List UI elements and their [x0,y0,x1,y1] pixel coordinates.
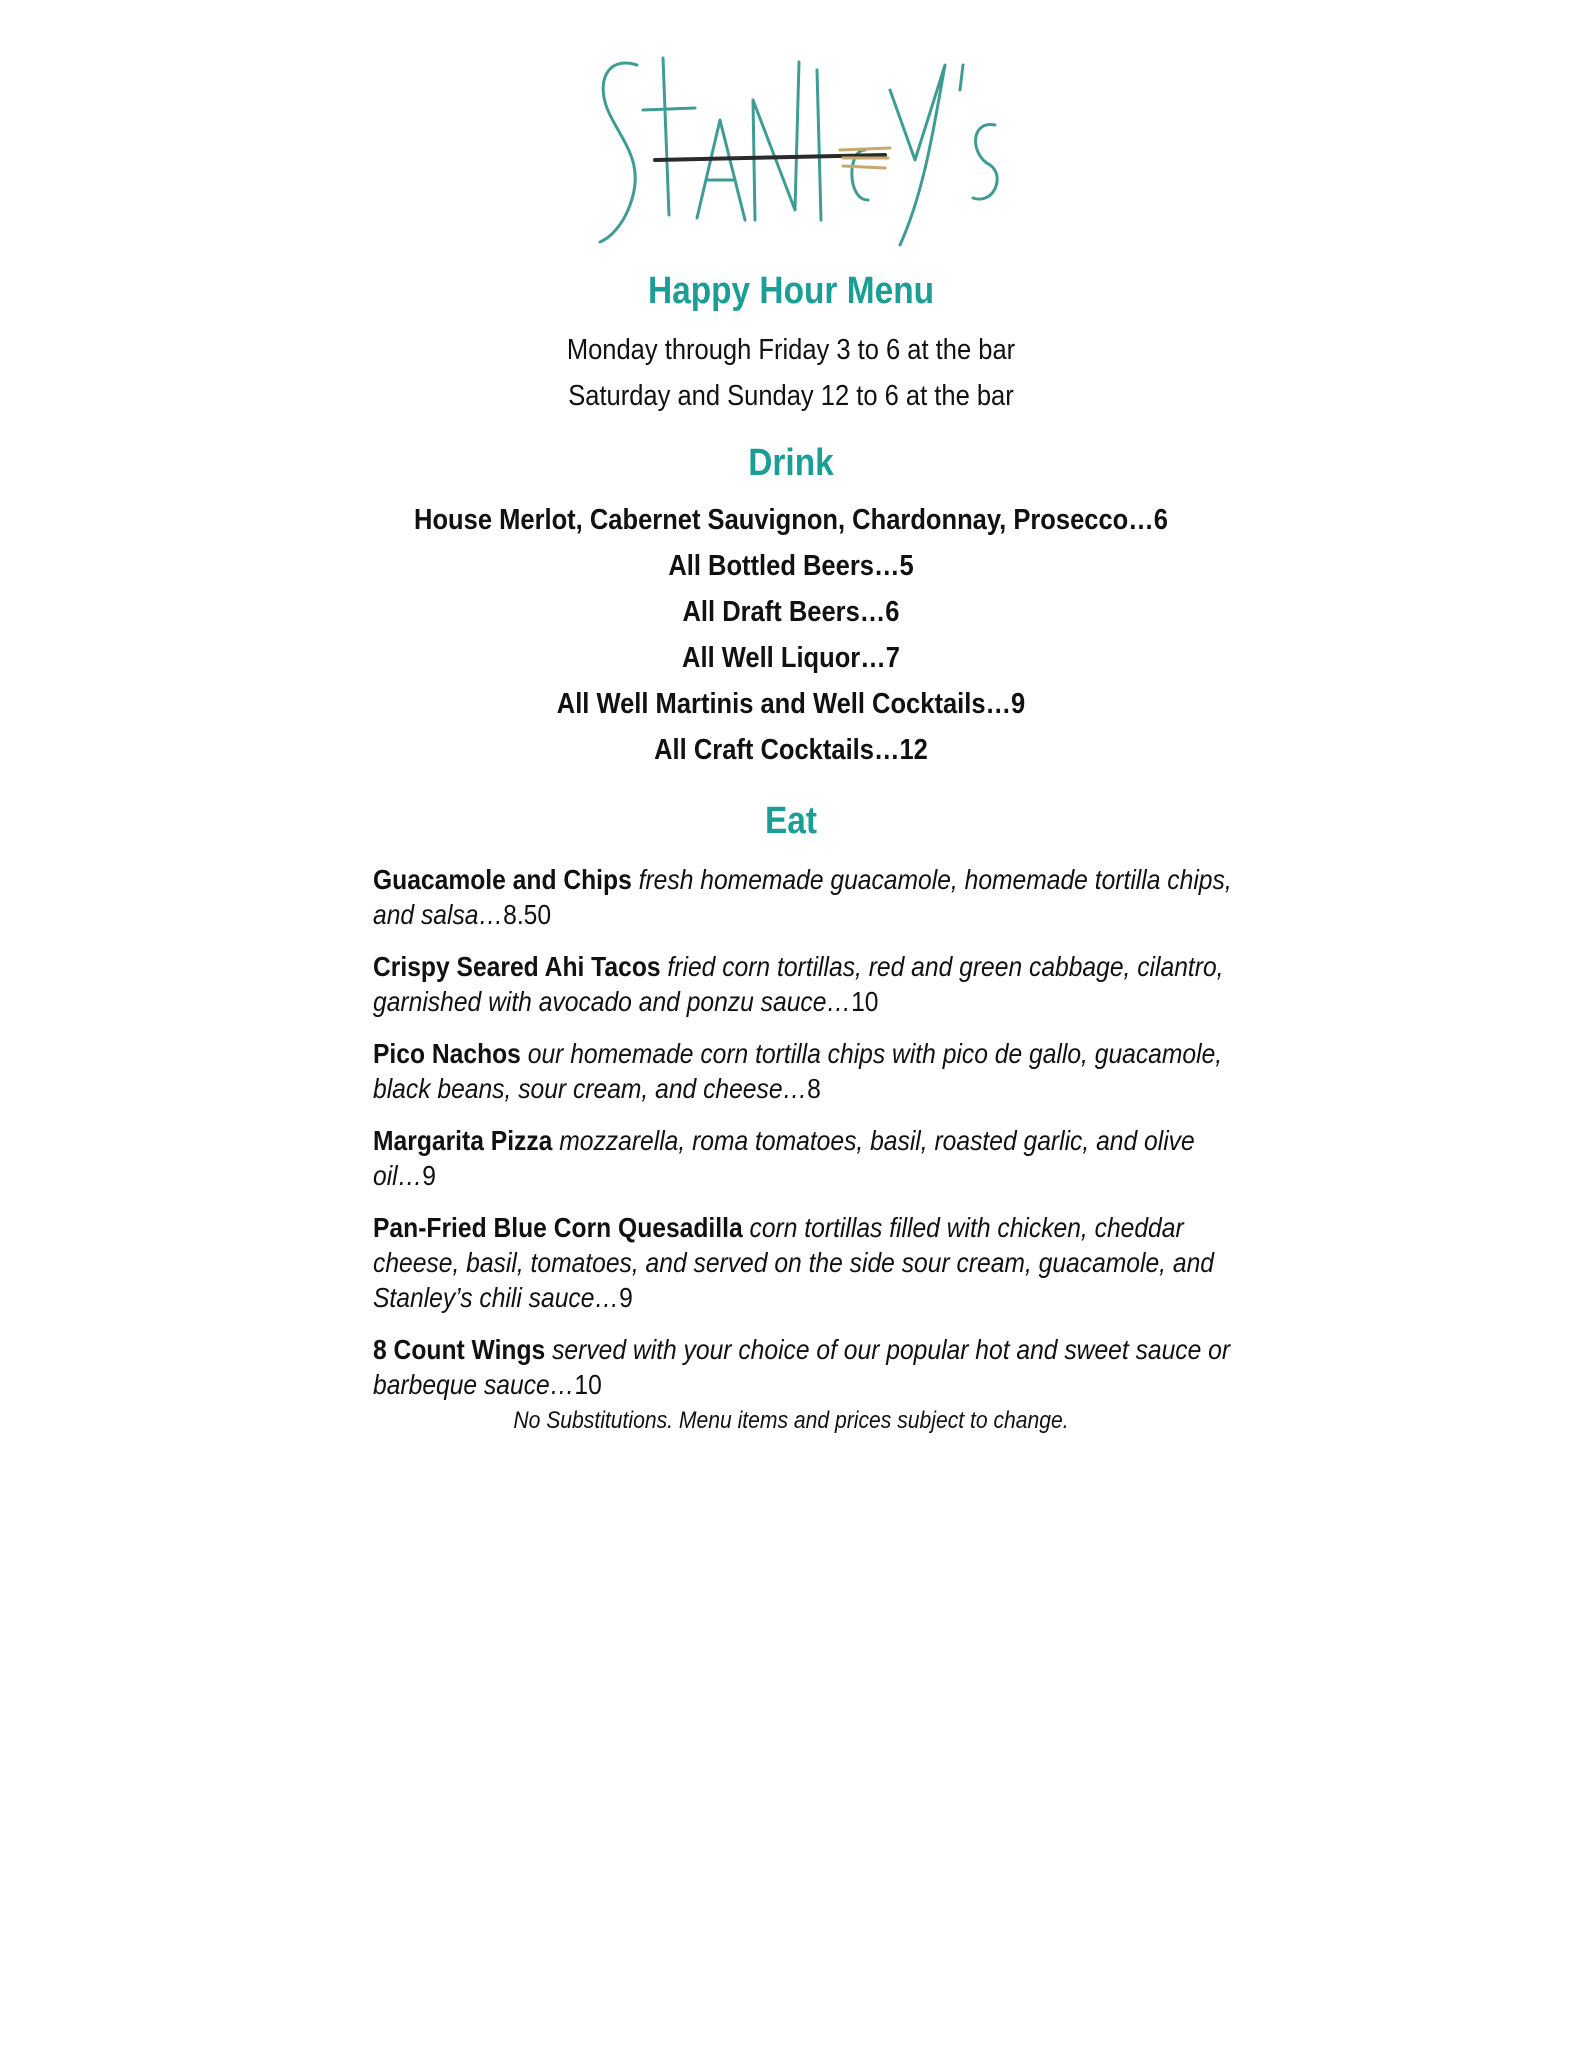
menu-item-name: Crispy Seared Ahi Tacos [373,951,668,982]
drink-item: All Bottled Beers…5 [668,550,914,582]
eat-heading: Eat [764,800,818,842]
menu-item-name: 8 Count Wings [373,1334,553,1365]
menu-item-price: 10 [574,1369,602,1400]
menu-item-price: 10 [851,986,879,1017]
drink-heading: Drink [748,442,834,484]
footnote: No Substitutions. Menu items and prices subject to change. [513,1407,1069,1434]
menu-item-price: 9 [422,1160,437,1191]
drink-item: All Well Martinis and Well Cocktails…9 [556,688,1026,720]
stanleys-logo [585,30,1005,260]
menu-item [373,862,1235,932]
drink-item: All Well Liquor…7 [682,642,900,674]
menu-item [373,1123,1235,1193]
menu-item-description: fried corn tortillas, red and green cabbage, cilantro, garnished with avocado and ponzu sauce… [373,951,1224,1017]
menu-item-price: 8 [807,1073,821,1104]
menu-item-description: mozzarella, roma tomatoes, basil, roasted garlic, and olive oil… [373,1125,1195,1191]
menu-item-name: Pico Nachos [373,1038,528,1069]
menu-item-description: served with your choice of our popular hot and sweet sauce or barbeque sauce… [373,1334,1231,1400]
menu-item-description: our homemade corn tortilla chips with pico de gallo, guacamole, black beans, sour cream, and cheese… [373,1038,1223,1104]
menu-item-name: Pan-Fried Blue Corn Quesadilla [373,1212,750,1243]
menu-item-name: Guacamole and Chips [373,864,639,895]
menu-item-description: corn tortillas filled with chicken, cheddar cheese, basil, tomatoes, and served on the side sour cream, guacamole, and Stanley’s chili sauce… [373,1212,1214,1313]
menu-item-price: 8.50 [503,899,552,930]
hours-weekend: Saturday and Sunday 12 to 6 at the bar [568,380,1014,412]
eat-list [373,862,1233,1419]
menu-item-price: 9 [619,1282,633,1313]
drink-item: House Merlot, Cabernet Sauvignon, Chardonnay, Prosecco…6 [414,504,1168,536]
drink-item: All Draft Beers…6 [682,596,900,628]
menu-item [373,1036,1235,1106]
menu-item [373,1210,1235,1315]
menu-item-name: Margarita Pizza [373,1125,560,1156]
menu-item [373,1332,1235,1402]
hours-weekday: Monday through Friday 3 to 6 at the bar [566,334,1016,366]
drink-item: All Craft Cocktails…12 [654,734,928,766]
drink-list [0,497,1582,773]
menu-title: Happy Hour Menu [647,270,935,312]
menu-item [373,949,1235,1019]
menu-item-description: fresh homemade guacamole, homemade tortilla chips, and salsa… [373,864,1232,930]
